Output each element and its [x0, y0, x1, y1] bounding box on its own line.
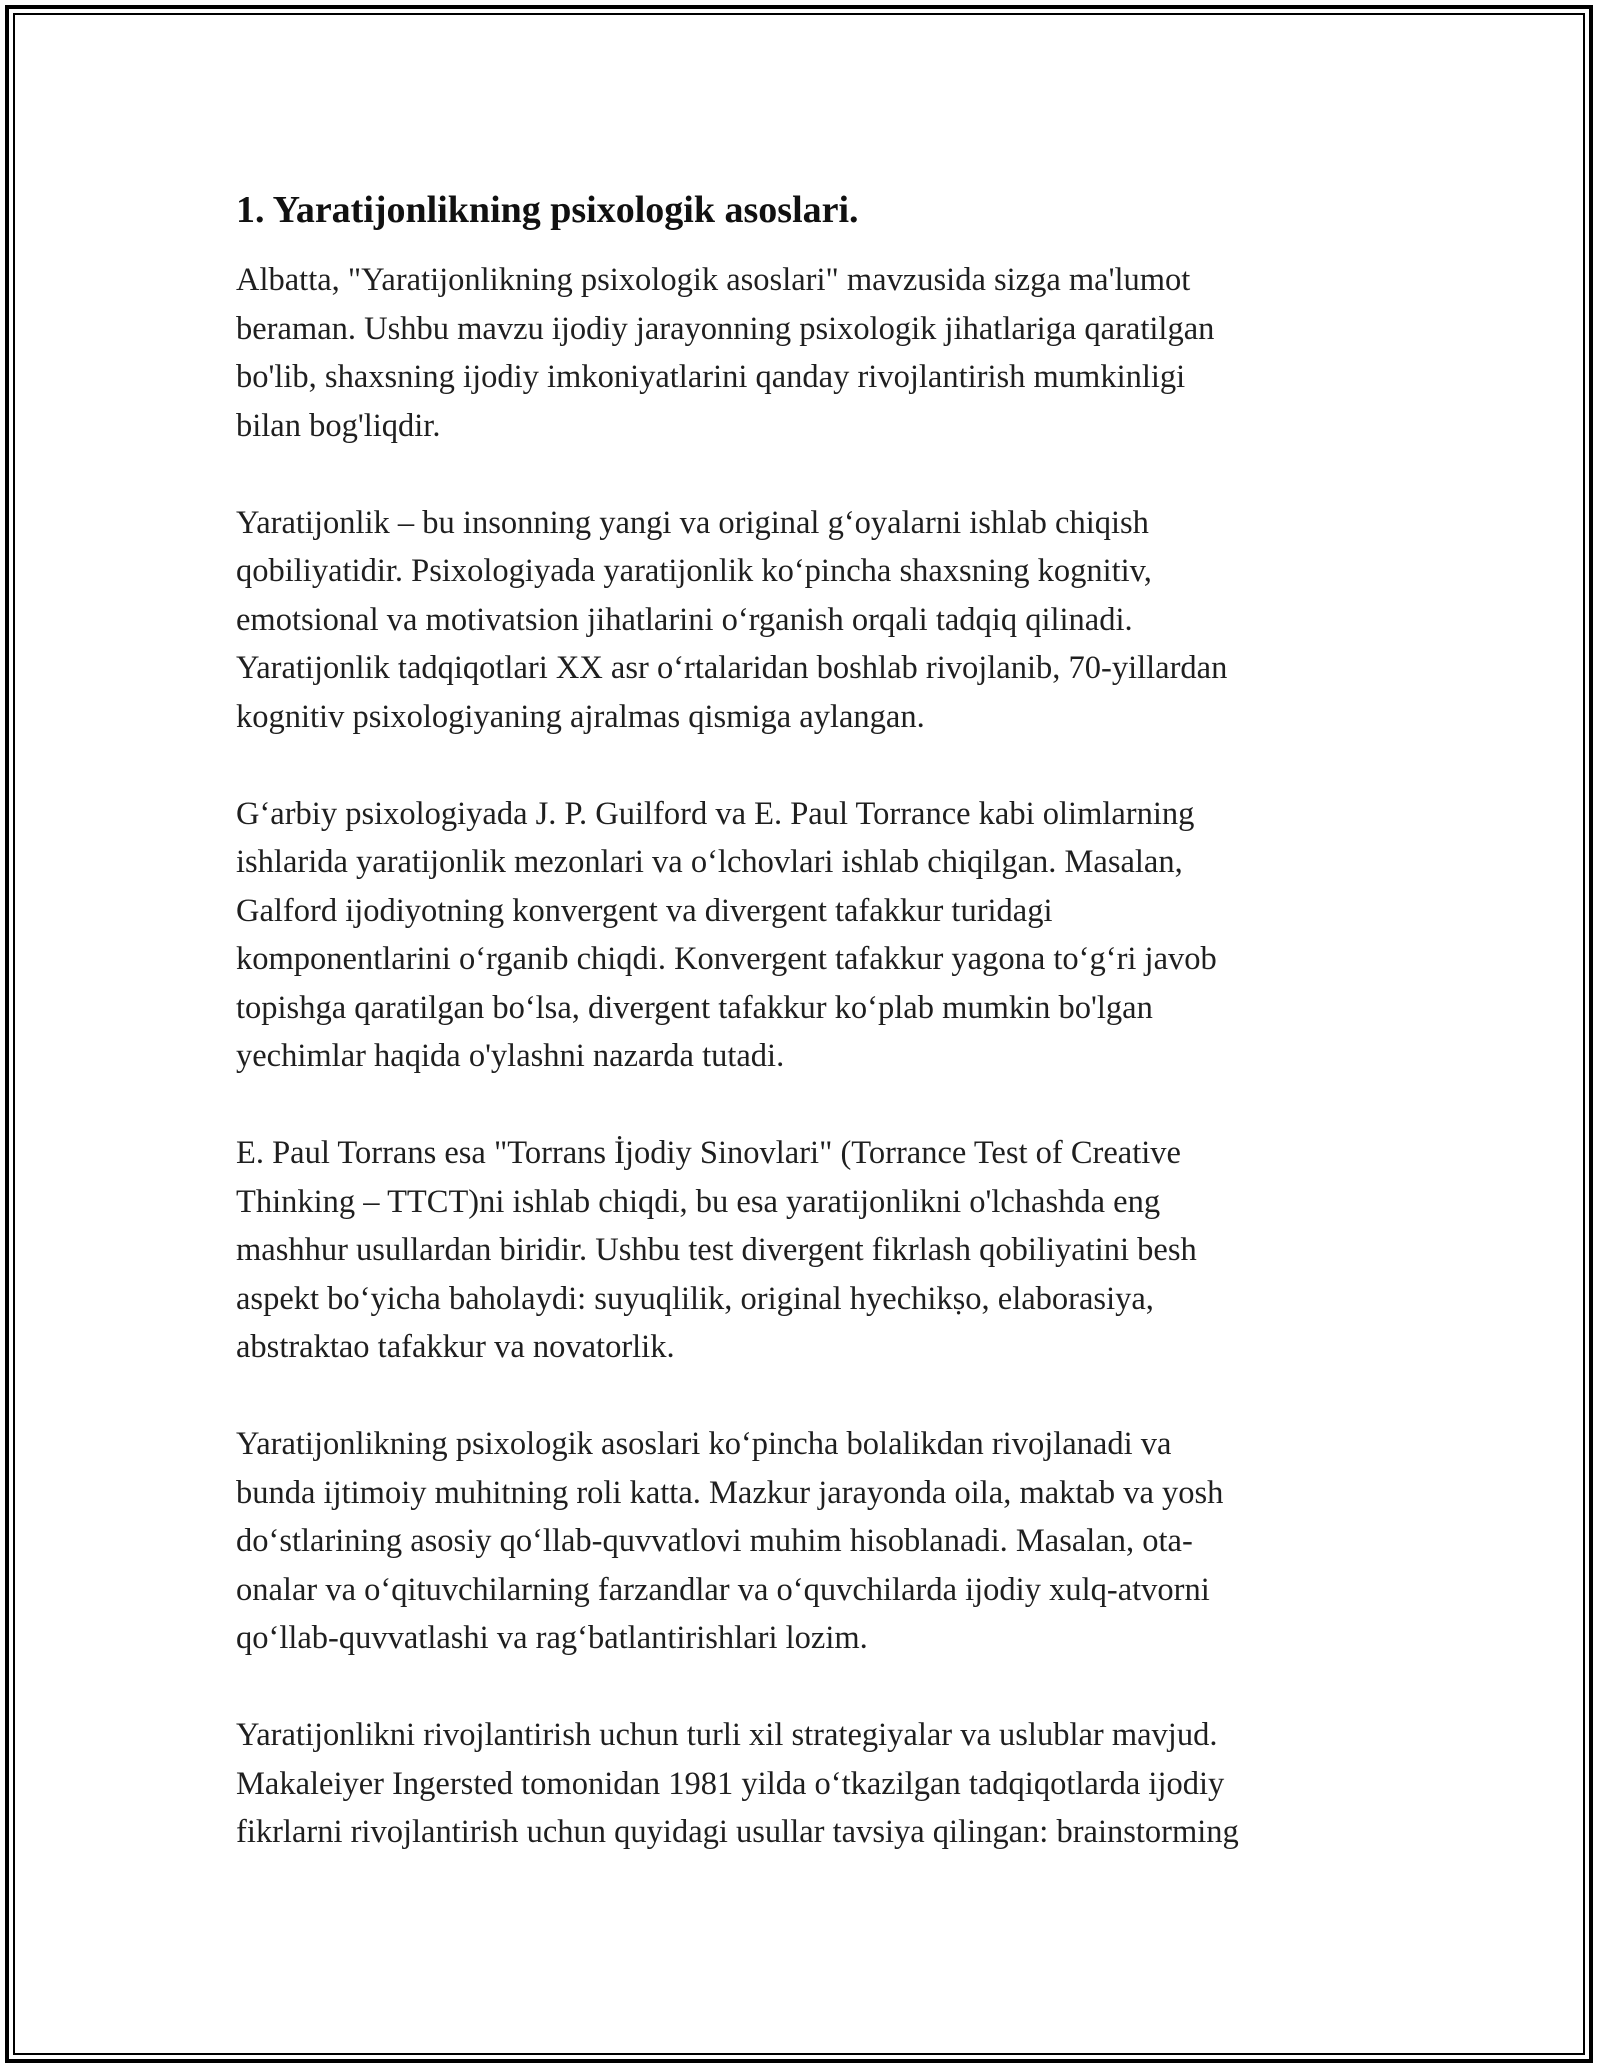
paragraph-intro [236, 256, 1386, 450]
text-line: ishlarida yaratijonlik mezonlari va o‘lchovlari ishlab chiqilgan. Masalan, [236, 844, 1183, 880]
text-line: Yaratijonlikni rivojlantirish uchun turli xil strategiyalar va uslublar mavjud. [236, 1717, 1218, 1753]
text-line: mashhur usullardan biridir. Ushbu test divergent fikrlash qobiliyatini besh [236, 1232, 1197, 1268]
text-line: E. Paul Torrans esa "Torrans İjodiy Sinovlari" (Torrance Test of Creative [236, 1135, 1181, 1171]
text-line: Thinking – TTCT)ni ishlab chiqdi, bu esa yaratijonlikni o'lchashda eng [236, 1183, 1161, 1220]
paragraph-torrance-test [236, 1129, 1386, 1372]
text-line: kognitiv psixologiyaning ajralmas qismiga aylangan. [236, 698, 925, 735]
text-line: aspekt bo‘yicha baholaydi: suyuqlilik, original hyechikṣo, elaborasiya, [236, 1280, 1154, 1317]
text-line: komponentlarini o‘rganib chiqdi. Konvergent tafakkur yagona to‘g‘ri javob [236, 941, 1217, 977]
paragraph-strategies [236, 1711, 1386, 1857]
text-line: bo'lib, shaxsning ijodiy imkoniyatlarini qanday rivojlantirish mumkinligi [236, 359, 1186, 395]
text-line: Albatta, "Yaratijonlikning psixologik asoslari" mavzusida sizga ma'lumot [236, 262, 1191, 298]
document-body [236, 186, 1386, 1905]
text-line: Makaleiyer Ingersted tomonidan 1981 yilda o‘tkazilgan tadqiqotlarda ijodiy [236, 1765, 1225, 1802]
text-line: Yaratijonlik – bu insonning yangi va original g‘oyalarni ishlab chiqish [236, 504, 1149, 541]
paragraph-western-psychology [236, 790, 1386, 1081]
paragraph-childhood-development [236, 1420, 1386, 1663]
text-line: Galford ijodiyotning konvergent va divergent tafakkur turidagi [236, 892, 1053, 929]
text-line: topishga qaratilgan bo‘lsa, divergent tafakkur ko‘plab mumkin bo'lgan [236, 989, 1153, 1026]
text-line: do‘stlarining asosiy qo‘llab-quvvatlovi muhim hisoblanadi. Masalan, ota- [236, 1523, 1193, 1559]
paragraph-definition [236, 499, 1386, 742]
text-line: fikrlarni rivojlantirish uchun quyidagi usullar tavsiya qilingan: brainstorming [236, 1814, 1239, 1850]
text-line: qobiliyatidir. Psixologiyada yaratijonlik ko‘pincha shaxsning kognitiv, [236, 553, 1152, 589]
text-line: G‘arbiy psixologiyada J. P. Guilford va E. Paul Torrance kabi olimlarning [236, 795, 1195, 832]
text-line: onalar va o‘qituvchilarning farzandlar va o‘quvchilarda ijodiy xulq-atvorni [236, 1571, 1210, 1608]
text-line: yechimlar haqida o'ylashni nazarda tutadi. [236, 1038, 785, 1074]
text-line: beraman. Ushbu mavzu ijodiy jarayonning psixologik jihatlariga qaratilgan [236, 310, 1215, 347]
text-line: Yaratijonlikning psixologik asoslari ko‘pincha bolalikdan rivojlanadi va [236, 1426, 1172, 1462]
text-line: bilan bog'liqdir. [236, 407, 441, 444]
text-line: emotsional va motivatsion jihatlarini o‘rganish orqali tadqiq qilinadi. [236, 601, 1133, 638]
text-line: Yaratijonlik tadqiqotlari XX asr o‘rtalaridan boshlab rivojlanib, 70-yillardan [236, 650, 1228, 686]
text-line: qo‘llab-quvvatlashi va rag‘batlantirishlari lozim. [236, 1620, 868, 1656]
section-heading: 1. Yaratijonlikning psixologik asoslari. [236, 189, 859, 231]
text-line: abstraktao tafakkur va novatorlik. [236, 1329, 675, 1365]
text-line: bunda ijtimoiy muhitning roli katta. Mazkur jarayonda oila, maktab va yosh [236, 1474, 1224, 1511]
